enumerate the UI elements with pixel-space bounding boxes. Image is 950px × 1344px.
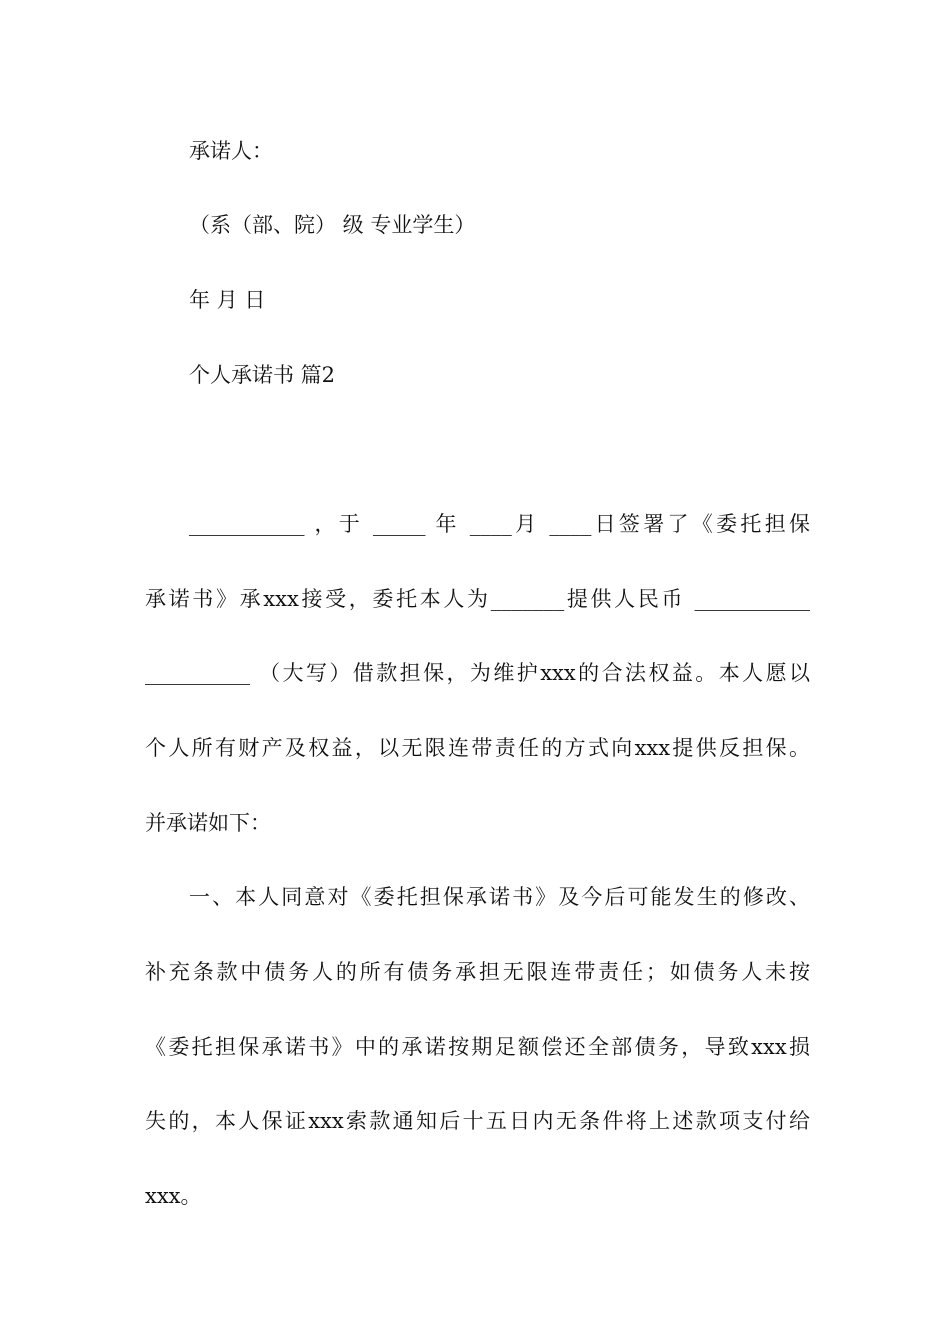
paragraph-1-line-5: 并承诺如下： [145,811,271,835]
paragraph-1-line-2: 承诺书》承xxx接受，委托本人为_______提供人民币 ___________ [145,587,810,611]
section-title: 个人承诺书 篇2 [189,363,336,387]
paragraph-2-line-3: 《委托担保承诺书》中的承诺按期足额偿还全部债务，导致xxx损 [145,1035,810,1059]
paragraph-2-line-2: 补充条款中债务人的所有债务承担无限连带责任；如债务人未按 [145,960,810,984]
paragraph-1-line-3: __________ （大写）借款担保，为维护xxx的合法权益。本人愿以 [145,661,810,685]
paragraph-1-line-1: ___________ ，于 _____ 年 ____月 ____日签署了《委托担保 [189,512,810,536]
paragraph-2-line-4: 失的，本人保证xxx索款通知后十五日内无条件将上述款项支付给 [145,1109,810,1133]
promisor-label: 承诺人： [189,139,273,163]
paragraph-2-line-5: xxx。 [145,1184,202,1208]
department-line: （系（部、院） 级 专业学生） [189,213,476,237]
date-line: 年 月 日 [189,288,266,312]
paragraph-2-line-1: 一、本人同意对《委托担保承诺书》及今后可能发生的修改、 [189,885,810,909]
paragraph-1-line-4: 个人所有财产及权益，以无限连带责任的方式向xxx提供反担保。 [145,736,810,760]
